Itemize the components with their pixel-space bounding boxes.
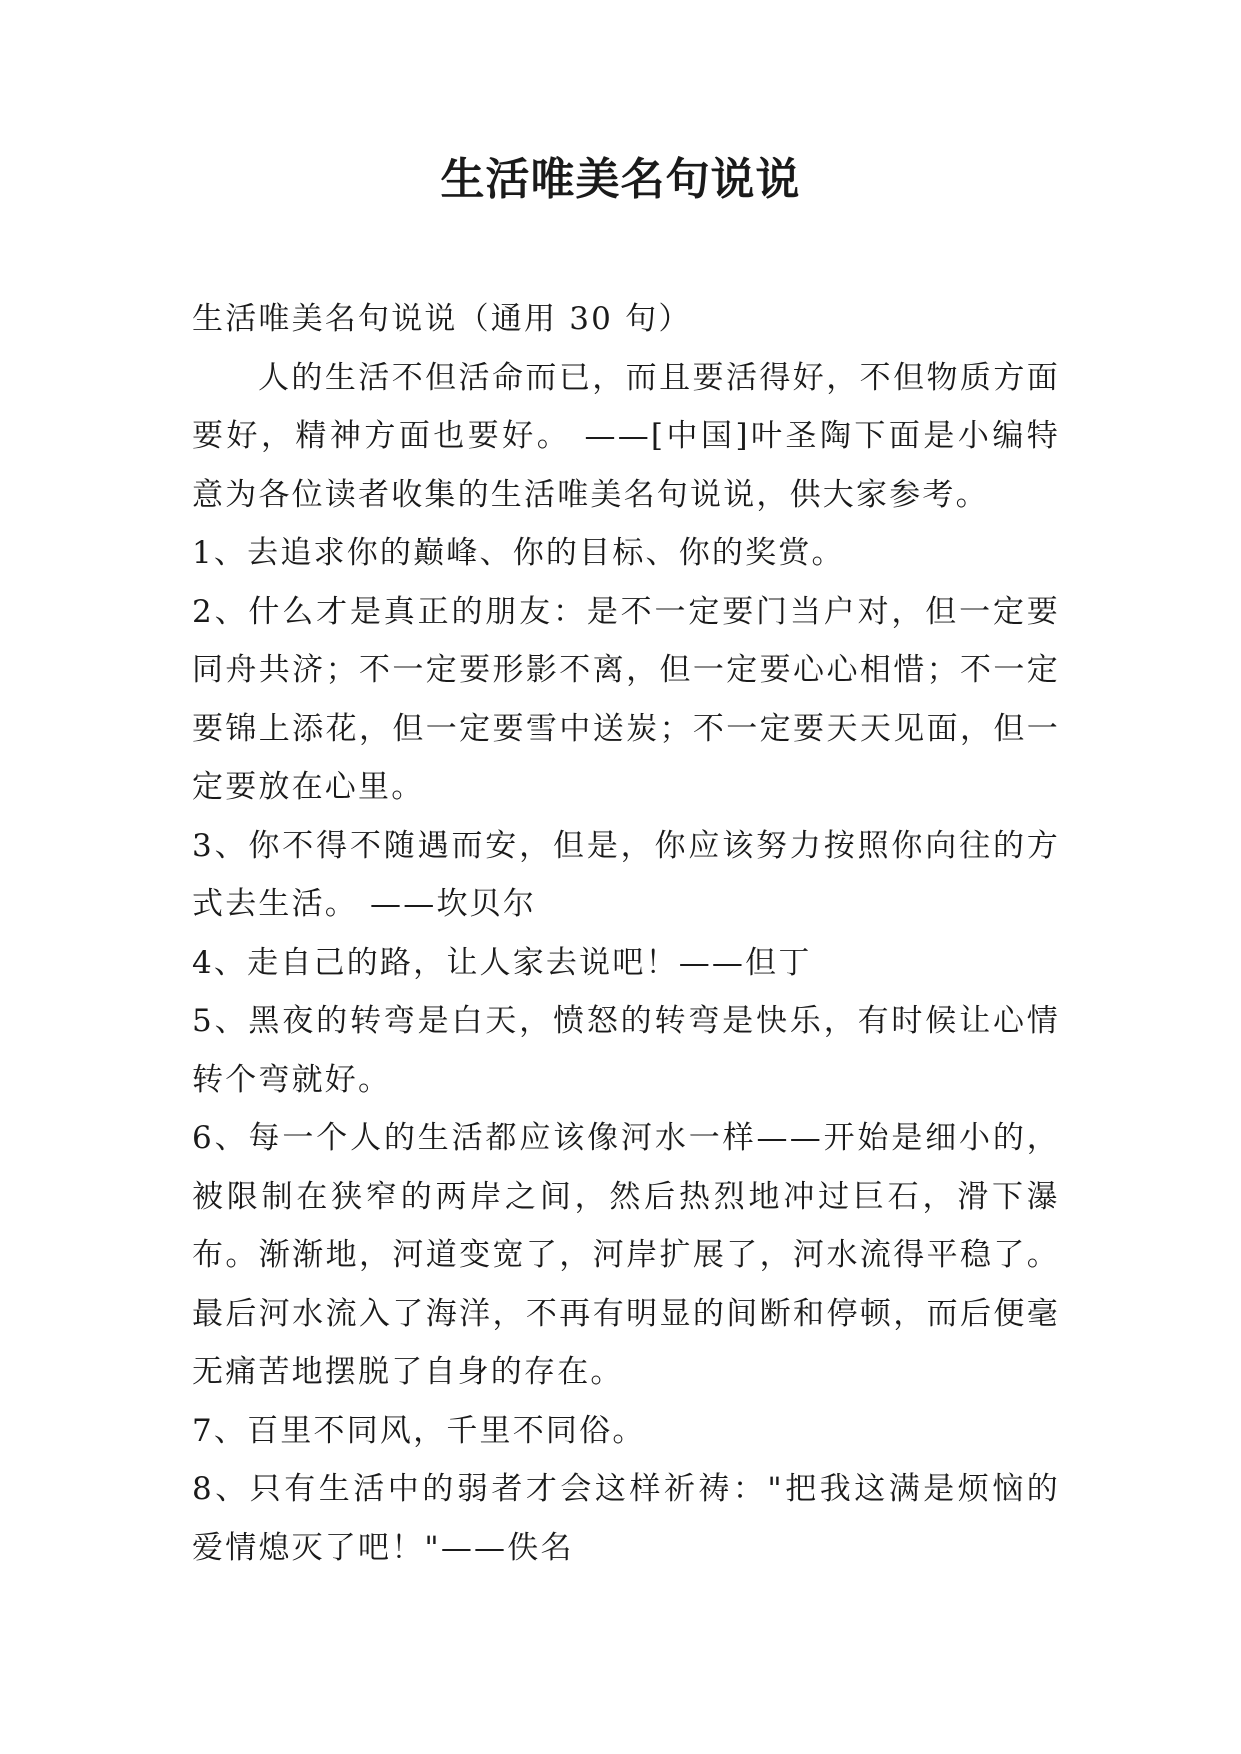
list-item: 3、你不得不随遇而安，但是，你应该努力按照你向往的方式去生活。 ——坎贝尔 — [192, 827, 1060, 922]
list-item: 7、百里不同风，千里不同俗。 — [192, 1412, 646, 1449]
list-item: 4、走自己的路，让人家去说吧！——但丁 — [192, 944, 812, 981]
list-item: 8、只有生活中的弱者才会这样祈祷："把我这满是烦恼的爱情熄灭了吧！"——佚名 — [192, 1471, 1060, 1566]
document-body — [192, 290, 1060, 1577]
list-item: 1、去追求你的巅峰、你的目标、你的奖赏。 — [192, 535, 845, 571]
list-item: 6、每一个人的生活都应该像河水一样——开始是细小的，被限制在狭窄的两岸之间，然后热烈地冲过巨石，滑下瀑布。渐渐地，河道变宽了，河岸扩展了，河水流得平稳了。最后河水流入了海洋，不再有明显的间断和停顿，而后便毫无痛苦地摆脱了自身的存在。 — [192, 1120, 1060, 1390]
document-subtitle: 生活唯美名句说说（通用 30 句） — [192, 301, 692, 337]
intro-paragraph: 人的生活不但活命而已，而且要活得好，不但物质方面要好，精神方面也要好。 ——[中国]叶圣陶下面是小编特意为各位读者收集的生活唯美名句说说，供大家参考。 — [192, 359, 1060, 513]
list-item: 5、黑夜的转弯是白天，愤怒的转弯是快乐，有时候让心情转个弯就好。 — [192, 1003, 1060, 1098]
page-title: 生活唯美名句说说 — [440, 154, 801, 205]
list-item: 2、什么才是真正的朋友：是不一定要门当户对，但一定要同舟共济；不一定要形影不离，但一定要心心相惜；不一定要锦上添花，但一定要雪中送炭；不一定要天天见面，但一定要放在心里。 — [192, 593, 1060, 805]
